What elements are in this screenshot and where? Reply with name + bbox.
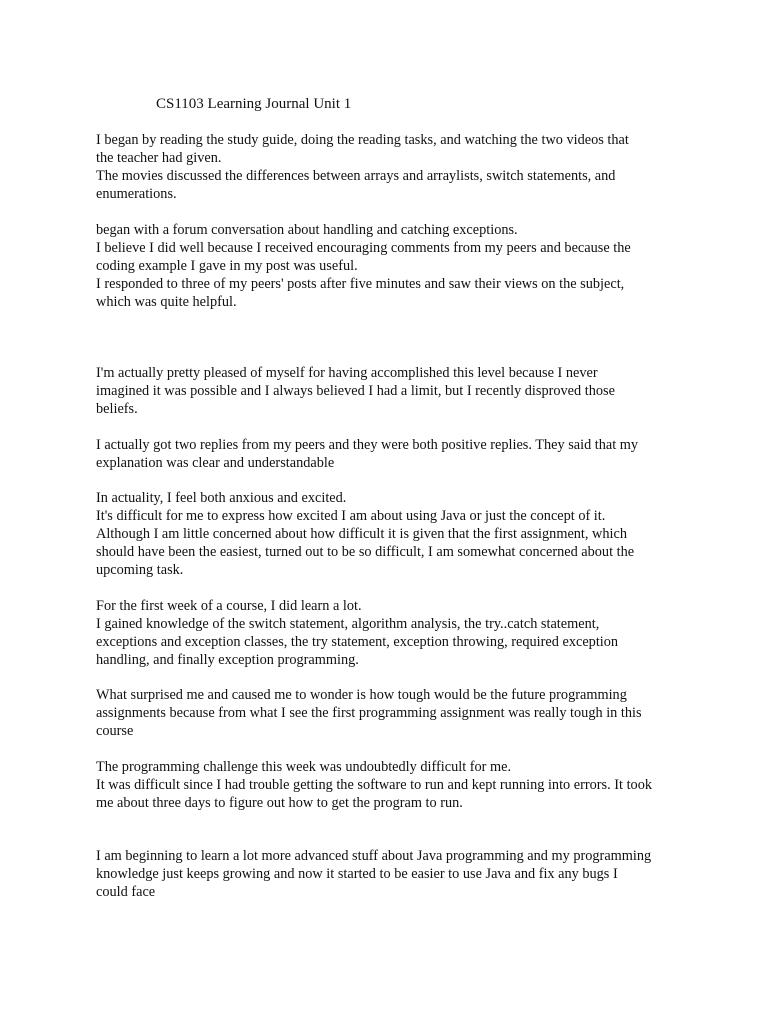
- paragraph-line: enumerations.: [96, 186, 177, 202]
- paragraph-line: which was quite helpful.: [96, 294, 237, 310]
- paragraph-line: It was difficult since I had trouble getting the software to run and kept running into errors. It took: [96, 777, 652, 793]
- paragraph-line: knowledge just keeps growing and now it started to be easier to use Java and fix any bugs I: [96, 866, 618, 882]
- paragraph-line: imagined it was possible and I always believed I had a limit, but I recently disproved those: [96, 383, 615, 399]
- paragraph-line: I am beginning to learn a lot more advanced stuff about Java programming and my programming: [96, 848, 652, 864]
- paragraph-line: I'm actually pretty pleased of myself for having accomplished this level because I never: [96, 365, 598, 381]
- paragraph-line: I gained knowledge of the switch statement, algorithm analysis, the try..catch statement,: [96, 616, 600, 632]
- paragraph-line: assignments because from what I see the first programming assignment was really tough in this: [96, 705, 642, 721]
- paragraph-line: exceptions and exception classes, the try statement, exception throwing, required exception: [96, 634, 619, 650]
- paragraph-line: began with a forum conversation about handling and catching exceptions.: [96, 222, 518, 238]
- paragraph-line: What surprised me and caused me to wonder is how tough would be the future programming: [96, 687, 627, 703]
- paragraph-line: beliefs.: [96, 401, 138, 417]
- paragraph-line: The movies discussed the differences between arrays and arraylists, switch statements, and: [96, 168, 616, 184]
- paragraph-line: I began by reading the study guide, doing the reading tasks, and watching the two videos that: [96, 132, 629, 148]
- paragraph-line: upcoming task.: [96, 562, 184, 578]
- document-title: CS1103 Learning Journal Unit 1: [156, 96, 352, 112]
- paragraph-line: I responded to three of my peers' posts after five minutes and saw their views on the subject,: [96, 276, 625, 292]
- paragraph-line: the teacher had given.: [96, 150, 222, 166]
- paragraph-line: coding example I gave in my post was useful.: [96, 258, 358, 274]
- paragraph-line: In actuality, I feel both anxious and excited.: [96, 490, 347, 506]
- paragraph-line: course: [96, 723, 134, 739]
- paragraph-line: For the first week of a course, I did learn a lot.: [96, 598, 362, 614]
- paragraph-line: should have been the easiest, turned out to be so difficult, I am somewhat concerned about the: [96, 544, 635, 560]
- paragraph-line: could face: [96, 884, 156, 900]
- paragraph-line: explanation was clear and understandable: [96, 455, 335, 471]
- paragraph-line: I believe I did well because I received encouraging comments from my peers and because the: [96, 240, 631, 256]
- paragraph-line: me about three days to figure out how to get the program to run.: [96, 795, 463, 811]
- paragraph-line: The programming challenge this week was undoubtedly difficult for me.: [96, 759, 512, 775]
- paragraph-line: handling, and finally exception programming.: [96, 652, 359, 668]
- paragraph-line: Although I am little concerned about how difficult it is given that the first assignment, which: [96, 526, 627, 542]
- paragraph-line: I actually got two replies from my peers and they were both positive replies. They said that my: [96, 437, 639, 453]
- paragraph-line: It's difficult for me to express how excited I am about using Java or just the concept of it.: [96, 508, 606, 524]
